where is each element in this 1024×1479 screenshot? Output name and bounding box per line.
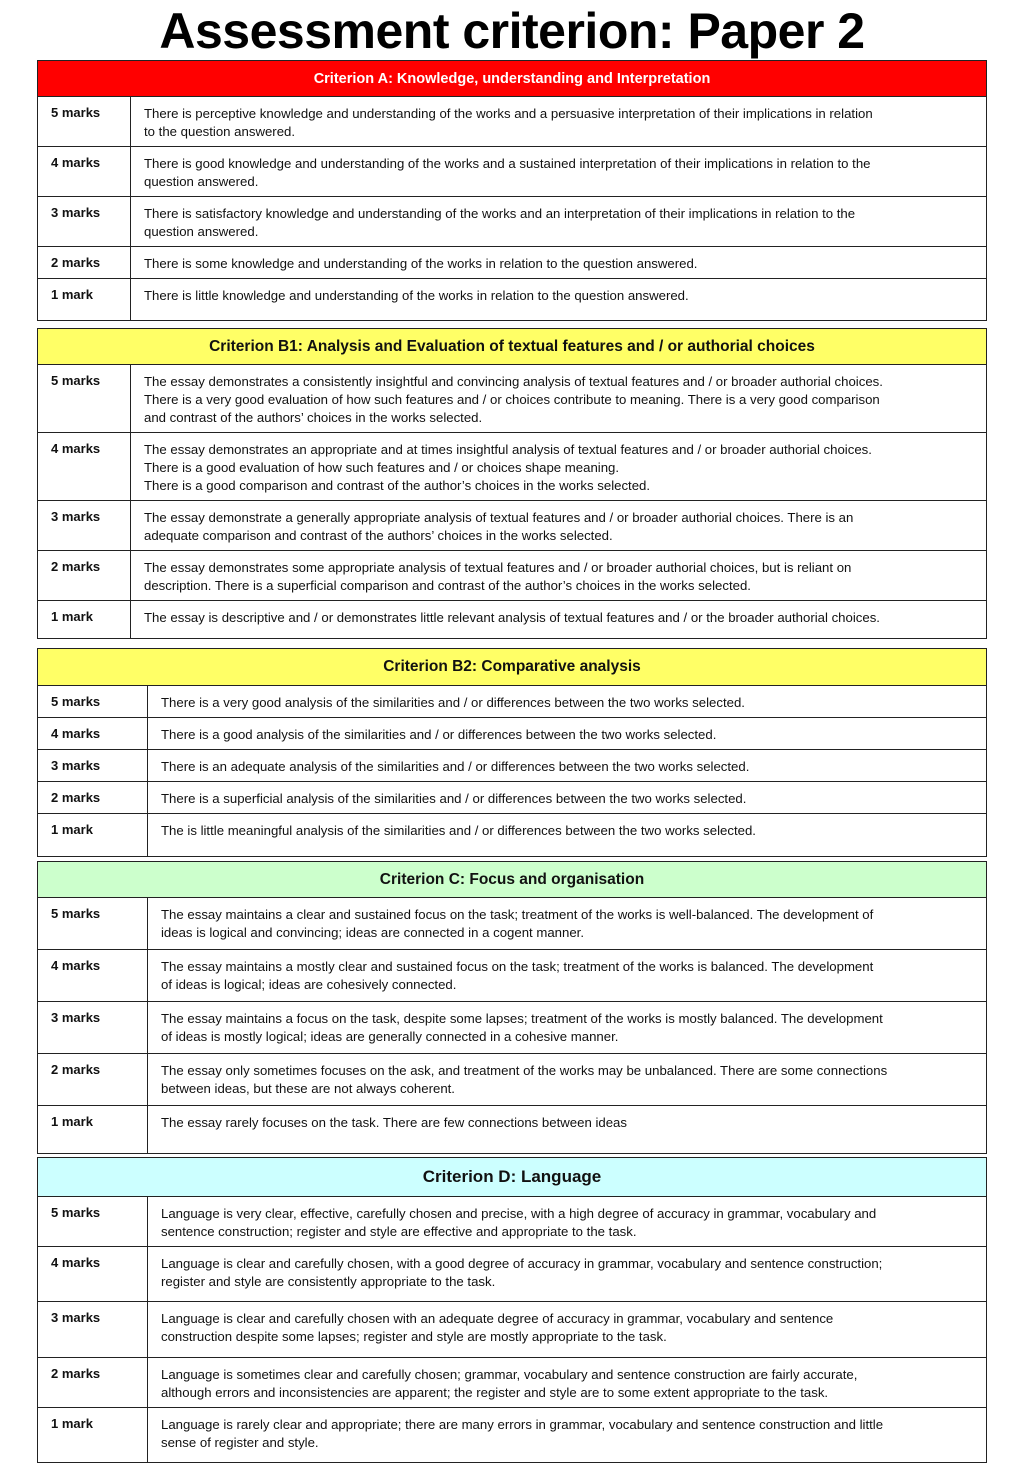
criterion-a-table bbox=[37, 60, 987, 321]
criterion-a-heading: Criterion A: Knowledge, understanding and Interpretation bbox=[38, 61, 987, 97]
page-title: Assessment criterion: Paper 2 bbox=[159, 3, 865, 59]
descriptor-line: There is a good analysis of the similarities and / or differences between the two works selected. bbox=[161, 727, 717, 742]
descriptor-line: although errors and inconsistencies are apparent; the register and style are to some extent appropriate to the task. bbox=[161, 1385, 829, 1401]
table-row bbox=[38, 501, 987, 551]
descriptor-line: construction despite some lapses; register and style are mostly appropriate to the task. bbox=[161, 1329, 667, 1345]
descriptor-text bbox=[131, 551, 987, 601]
mark-label: 5 marks bbox=[38, 686, 148, 718]
descriptor-line: and contrast of the authors’ choices in the works selected. bbox=[144, 410, 483, 426]
descriptor-text bbox=[148, 782, 987, 814]
table-row bbox=[38, 686, 987, 718]
mark-label: 1 mark bbox=[38, 279, 131, 321]
descriptor-text bbox=[148, 1247, 987, 1302]
descriptor-line: The essay demonstrates a consistently insightful and convincing analysis of textual features and / or broader authorial choices. bbox=[144, 374, 883, 389]
descriptor-text bbox=[131, 433, 987, 501]
descriptor-line: The is little meaningful analysis of the similarities and / or differences between the two works selected. bbox=[161, 823, 756, 838]
descriptor-line: question answered. bbox=[144, 174, 259, 190]
mark-label: 1 mark bbox=[38, 1408, 148, 1463]
table-row bbox=[38, 433, 987, 501]
descriptor-line: to the question answered. bbox=[144, 124, 296, 140]
criterion-b2-header-row bbox=[38, 649, 987, 686]
table-row bbox=[38, 97, 987, 147]
criterion-c-heading: Criterion C: Focus and organisation bbox=[38, 862, 987, 898]
descriptor-line: sentence construction; register and style are effective and appropriate to the task. bbox=[161, 1224, 637, 1240]
mark-label: 1 mark bbox=[38, 1106, 148, 1154]
mark-label: 3 marks bbox=[38, 501, 131, 551]
mark-label: 3 marks bbox=[38, 1002, 148, 1054]
table-row bbox=[38, 898, 987, 950]
descriptor-text bbox=[148, 1197, 987, 1247]
descriptor-line: sense of register and style. bbox=[161, 1435, 319, 1451]
descriptor-text bbox=[131, 247, 987, 279]
descriptor-line: of ideas is mostly logical; ideas are generally connected in a cohesive manner. bbox=[161, 1029, 619, 1045]
mark-label: 2 marks bbox=[38, 247, 131, 279]
descriptor-line: The essay demonstrates some appropriate analysis of textual features and / or broader authorial choices, but is reliant on bbox=[144, 560, 852, 575]
table-row bbox=[38, 601, 987, 639]
descriptor-line: The essay demonstrate a generally appropriate analysis of textual features and / or broader authorial choices. There is an bbox=[144, 510, 854, 525]
descriptor-text bbox=[148, 1054, 987, 1106]
mark-label: 4 marks bbox=[38, 433, 131, 501]
mark-label: 4 marks bbox=[38, 718, 148, 750]
descriptor-line: There is some knowledge and understanding of the works in relation to the question answered. bbox=[144, 256, 698, 271]
descriptor-text bbox=[131, 365, 987, 433]
table-row bbox=[38, 1408, 987, 1463]
criterion-b2-heading: Criterion B2: Comparative analysis bbox=[38, 649, 987, 686]
table-row bbox=[38, 1197, 987, 1247]
mark-label: 2 marks bbox=[38, 1054, 148, 1106]
descriptor-line: There is a good comparison and contrast of the author’s choices in the works selected. bbox=[144, 478, 651, 494]
descriptor-text bbox=[148, 1302, 987, 1358]
descriptor-line: The essay only sometimes focuses on the ask, and treatment of the works may be unbalanced. There are some connections bbox=[161, 1063, 888, 1078]
descriptor-line: The essay maintains a focus on the task, despite some lapses; treatment of the works is mostly balanced. The development bbox=[161, 1011, 883, 1026]
table-row bbox=[38, 551, 987, 601]
descriptor-line: There is a superficial analysis of the similarities and / or differences between the two works selected. bbox=[161, 791, 747, 806]
mark-label: 4 marks bbox=[38, 147, 131, 197]
table-row bbox=[38, 950, 987, 1002]
criterion-b1-header-row bbox=[38, 329, 987, 365]
table-row bbox=[38, 814, 987, 857]
descriptor-line: There is a very good analysis of the similarities and / or differences between the two works selected. bbox=[161, 695, 745, 710]
descriptor-text bbox=[148, 718, 987, 750]
mark-label: 4 marks bbox=[38, 950, 148, 1002]
descriptor-line: The essay rarely focuses on the task. There are few connections between ideas bbox=[161, 1115, 627, 1130]
criterion-d-header-row bbox=[38, 1158, 987, 1197]
descriptor-line: There is a very good evaluation of how such features and / or choices contribute to meaning. There is a very good comparison bbox=[144, 392, 880, 408]
descriptor-text bbox=[148, 1358, 987, 1408]
table-row bbox=[38, 1358, 987, 1408]
descriptor-line: There is perceptive knowledge and understanding of the works and a persuasive interpretation of their implications in relation bbox=[144, 106, 873, 121]
descriptor-text bbox=[131, 97, 987, 147]
descriptor-text bbox=[148, 814, 987, 857]
table-row bbox=[38, 147, 987, 197]
descriptor-text bbox=[131, 279, 987, 321]
criterion-d-heading: Criterion D: Language bbox=[38, 1158, 987, 1197]
descriptor-line: There is satisfactory knowledge and understanding of the works and an interpretation of their implications in relation to the bbox=[144, 206, 856, 221]
descriptor-line: of ideas is logical; ideas are cohesively connected. bbox=[161, 977, 457, 993]
descriptor-line: ideas is logical and convincing; ideas are connected in a cogent manner. bbox=[161, 925, 585, 941]
descriptor-text bbox=[148, 750, 987, 782]
descriptor-line: There is little knowledge and understanding of the works in relation to the question answered. bbox=[144, 288, 689, 303]
criterion-b1-table bbox=[37, 328, 987, 639]
mark-label: 5 marks bbox=[38, 365, 131, 433]
criterion-b1-heading: Criterion B1: Analysis and Evaluation of textual features and / or authorial choices bbox=[38, 329, 987, 365]
descriptor-line: Language is clear and carefully chosen, with a good degree of accuracy in grammar, vocabulary and sentence construction; bbox=[161, 1256, 883, 1271]
table-row bbox=[38, 750, 987, 782]
table-row bbox=[38, 1002, 987, 1054]
table-row bbox=[38, 1247, 987, 1302]
table-row bbox=[38, 1054, 987, 1106]
criterion-c-header-row bbox=[38, 862, 987, 898]
descriptor-text bbox=[148, 686, 987, 718]
mark-label: 2 marks bbox=[38, 782, 148, 814]
descriptor-text bbox=[131, 601, 987, 639]
table-row bbox=[38, 247, 987, 279]
table-row bbox=[38, 1302, 987, 1358]
descriptor-line: Language is sometimes clear and carefully chosen; grammar, vocabulary and sentence construction are fairly accurate, bbox=[161, 1367, 858, 1382]
criterion-c-table bbox=[37, 861, 987, 1154]
table-row bbox=[38, 1106, 987, 1154]
descriptor-line: between ideas, but these are not always coherent. bbox=[161, 1081, 455, 1097]
descriptor-line: There is an adequate analysis of the similarities and / or differences between the two works selected. bbox=[161, 759, 750, 774]
mark-label: 2 marks bbox=[38, 551, 131, 601]
descriptor-line: description. There is a superficial comparison and contrast of the author’s choices in the works selected. bbox=[144, 578, 751, 594]
criterion-b2-table bbox=[37, 648, 987, 857]
table-row bbox=[38, 718, 987, 750]
mark-label: 5 marks bbox=[38, 97, 131, 147]
table-row bbox=[38, 782, 987, 814]
descriptor-text bbox=[131, 197, 987, 247]
mark-label: 1 mark bbox=[38, 601, 131, 639]
descriptor-text bbox=[131, 501, 987, 551]
descriptor-line: Language is clear and carefully chosen with an adequate degree of accuracy in grammar, vocabulary and sentence bbox=[161, 1311, 834, 1326]
mark-label: 2 marks bbox=[38, 1358, 148, 1408]
descriptor-text bbox=[148, 1408, 987, 1463]
mark-label: 4 marks bbox=[38, 1247, 148, 1302]
descriptor-line: The essay maintains a clear and sustained focus on the task; treatment of the works is well-balanced. The development of bbox=[161, 907, 874, 922]
descriptor-text bbox=[148, 1106, 987, 1154]
descriptor-text bbox=[148, 950, 987, 1002]
descriptor-text bbox=[148, 1002, 987, 1054]
mark-label: 3 marks bbox=[38, 1302, 148, 1358]
mark-label: 5 marks bbox=[38, 898, 148, 950]
criterion-a-header-row bbox=[38, 61, 987, 97]
descriptor-line: The essay demonstrates an appropriate and at times insightful analysis of textual features and / or broader authorial choices. bbox=[144, 442, 872, 457]
descriptor-line: There is good knowledge and understanding of the works and a sustained interpretation of their implications in relation to the bbox=[144, 156, 871, 171]
descriptor-line: The essay is descriptive and / or demonstrates little relevant analysis of textual features and / or the broader authorial choices. bbox=[144, 610, 880, 625]
table-row bbox=[38, 279, 987, 321]
descriptor-line: There is a good evaluation of how such features and / or choices shape meaning. bbox=[144, 460, 620, 476]
table-row bbox=[38, 197, 987, 247]
table-row bbox=[38, 365, 987, 433]
mark-label: 3 marks bbox=[38, 750, 148, 782]
descriptor-text bbox=[148, 898, 987, 950]
descriptor-text bbox=[131, 147, 987, 197]
mark-label: 3 marks bbox=[38, 197, 131, 247]
descriptor-line: register and style are consistently appropriate to the task. bbox=[161, 1274, 496, 1290]
descriptor-line: question answered. bbox=[144, 224, 259, 240]
mark-label: 1 mark bbox=[38, 814, 148, 857]
descriptor-line: Language is very clear, effective, carefully chosen and precise, with a high degree of accuracy in grammar, vocabulary and bbox=[161, 1206, 877, 1221]
descriptor-line: Language is rarely clear and appropriate; there are many errors in grammar, vocabulary and sentence construction and little bbox=[161, 1417, 884, 1432]
descriptor-line: The essay maintains a mostly clear and sustained focus on the task; treatment of the works is balanced. The development bbox=[161, 959, 874, 974]
descriptor-line: adequate comparison and contrast of the authors’ choices in the works selected. bbox=[144, 528, 613, 544]
criterion-d-table bbox=[37, 1157, 987, 1463]
mark-label: 5 marks bbox=[38, 1197, 148, 1247]
